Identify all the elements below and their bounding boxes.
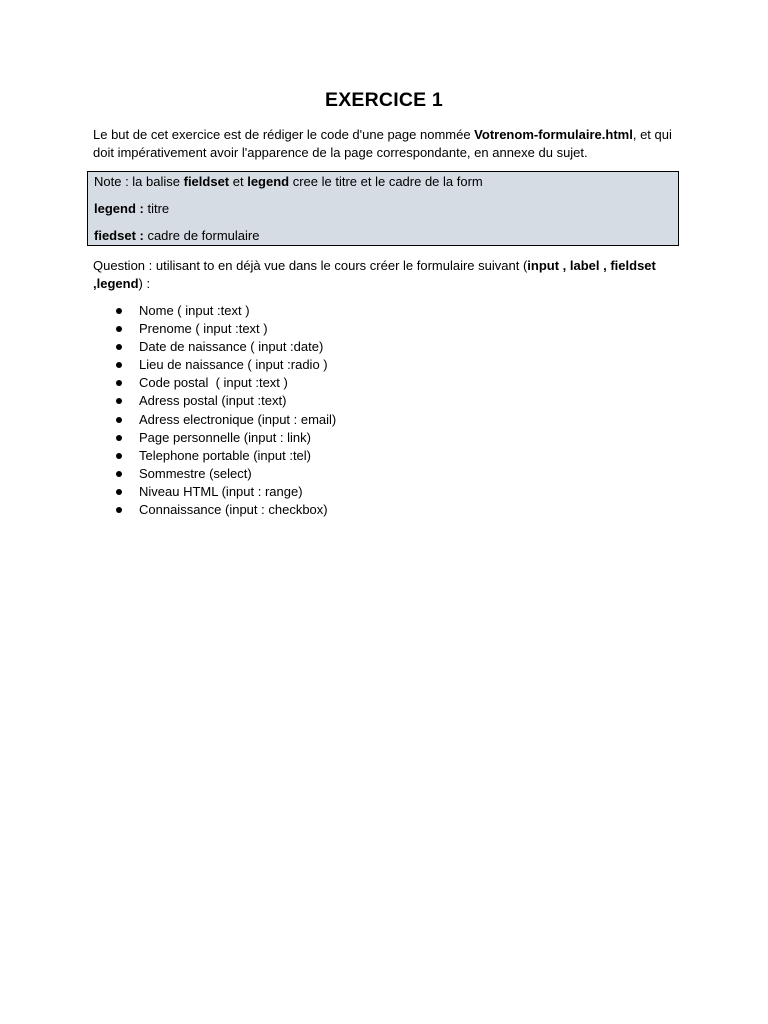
list-item <box>116 411 336 429</box>
page-title: EXERCICE 1 <box>325 89 443 111</box>
bullet-icon <box>116 380 122 386</box>
list-item-text: Telephone portable (input :tel) <box>139 447 312 463</box>
list-item <box>116 483 336 501</box>
note-box <box>87 171 679 246</box>
note-line-3 <box>94 227 259 245</box>
field-list <box>116 302 336 519</box>
list-item-text: Adress electronique (input : email) <box>139 411 337 427</box>
list-item <box>116 392 336 410</box>
list-item <box>116 374 336 392</box>
question-paragraph <box>93 257 673 293</box>
note-line-2 <box>94 200 169 218</box>
question-prefix: Question : utilisant to en déjà vue dans le cours créer le formulaire suivant ( <box>93 258 528 273</box>
fieldset-term: fiedset : <box>94 228 144 243</box>
list-item <box>116 320 336 338</box>
list-item-text: Adress postal (input :text) <box>139 393 287 409</box>
note-suffix: cree le titre et le cadre de la form <box>289 174 483 189</box>
intro-paragraph <box>93 126 683 162</box>
intro-text-start: Le but de cet exercice est de rédiger le code d'une page nommée <box>93 127 475 142</box>
list-item <box>116 338 336 356</box>
question-tags: input , label , fieldset ,legend <box>93 258 656 291</box>
intro-text-end: , et qui doit impérativement avoir l'apparence de la page correspondante, en annexe du sujet. <box>93 127 672 160</box>
list-item <box>116 501 336 519</box>
list-item <box>116 429 336 447</box>
bullet-icon <box>116 417 122 423</box>
bullet-icon <box>116 471 122 477</box>
list-item <box>116 447 336 465</box>
bullet-icon <box>116 507 122 513</box>
note-and: et <box>229 174 248 189</box>
bullet-icon <box>116 326 122 332</box>
list-item-text: Niveau HTML (input : range) <box>139 483 303 499</box>
note-prefix: Note : la balise <box>94 174 184 189</box>
list-item-text: Prenome ( input :text ) <box>139 321 268 337</box>
list-item <box>116 302 336 320</box>
list-item-text: Lieu de naissance ( input :radio ) <box>139 357 328 373</box>
question-suffix: ) : <box>138 276 151 291</box>
legend-definition: titre <box>143 201 170 216</box>
note-fieldset-keyword: fieldset <box>183 174 230 189</box>
bullet-icon <box>116 362 122 368</box>
fieldset-definition: cadre de formulaire <box>143 228 260 243</box>
list-item-text: Code postal ( input :text ) <box>139 375 288 391</box>
list-item <box>116 465 336 483</box>
intro-filename: Votrenom-formulaire.html <box>474 127 633 142</box>
list-item <box>116 356 336 374</box>
list-item-text: Connaissance (input : checkbox) <box>139 502 328 518</box>
bullet-icon <box>116 489 122 495</box>
list-item-text: Page personnelle (input : link) <box>139 429 311 445</box>
bullet-icon <box>116 435 122 441</box>
bullet-icon <box>116 344 122 350</box>
legend-term: legend : <box>94 201 144 216</box>
bullet-icon <box>116 453 122 459</box>
note-legend-keyword: legend <box>247 174 290 189</box>
list-item-text: Nome ( input :text ) <box>139 303 250 318</box>
note-line-1 <box>94 173 483 191</box>
list-item-text: Sommestre (select) <box>139 465 252 481</box>
list-item-text: Date de naissance ( input :date) <box>139 339 324 355</box>
bullet-icon <box>116 398 122 404</box>
bullet-icon <box>116 308 122 314</box>
